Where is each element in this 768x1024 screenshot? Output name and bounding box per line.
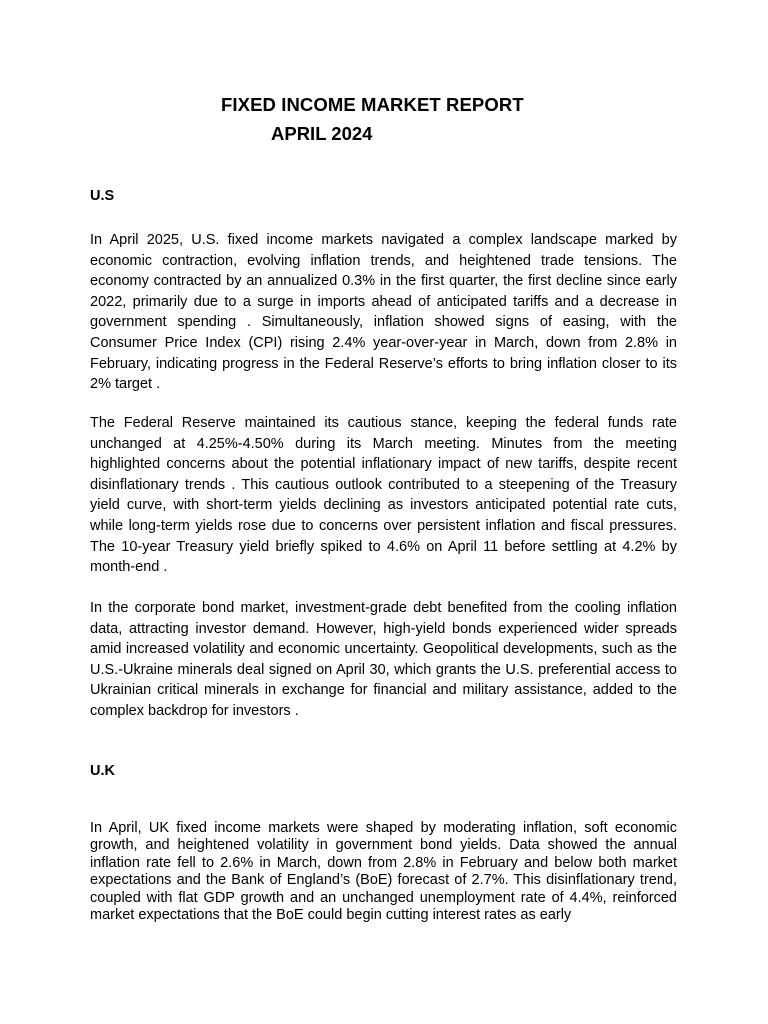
- us-paragraph-1: In April 2025, U.S. fixed income markets navigated a complex landscape marked by economic contraction, evolving inflation trends, and heightened trade tensions. The economy contracted by an annualized 0.3% in the first quarter, the first decline since early 2022, primarily due to a surge in imports ahead of anticipated tariffs and a decrease in government spending . Simultaneously, inflation showed signs of easing, with the Consumer Price Index (CPI) rising 2.4% year-over-year in March, down from 2.8% in February, indicating progress in the Federal Reserve’s efforts to bring inflation closer to its 2% target .: [90, 232, 677, 393]
- uk-paragraph-1: In April, UK fixed income markets were shaped by moderating inflation, soft economic growth, and heightened volatility in government bond yields. Data showed the annual inflation rate fell to 2.6% in March, down from 2.8% in February and below both market expectations and the Bank of England’s (BoE) forecast of 2.7%. This disinflationary trend, coupled with flat GDP growth and an unchanged unemployment rate of 4.4%, reinforced market expectations that the BoE could begin cutting interest rates as early: [90, 820, 677, 924]
- section-heading-uk: U.K: [90, 763, 115, 779]
- section-heading-us: U.S: [90, 188, 115, 204]
- report-subtitle-date: APRIL 2024: [271, 123, 373, 144]
- us-paragraph-2: The Federal Reserve maintained its cautious stance, keeping the federal funds rate unchanged at 4.25%-4.50% during its March meeting. Minutes from the meeting highlighted concerns about the potential inflationary impact of new tariffs, despite recent disinflationary trends . This cautious outlook contributed to a steepening of the Treasury yield curve, with short-term yields declining as investors anticipated potential rate cuts, while long-term yields rose due to concerns over persistent inflation and fiscal pressures. The 10-year Treasury yield briefly spiked to 4.6% on April 11 before settling at 4.2% by month-end .: [90, 415, 677, 576]
- us-paragraph-3: In the corporate bond market, investment-grade debt benefited from the cooling inflation data, attracting investor demand. However, high-yield bonds experienced wider spreads amid increased volatility and economic uncertainty. Geopolitical developments, such as the U.S.-Ukraine minerals deal signed on April 30, which grants the U.S. preferential access to Ukrainian critical minerals in exchange for financial and military assistance, added to the complex backdrop for investors .: [90, 600, 677, 719]
- report-title: FIXED INCOME MARKET REPORT: [221, 94, 524, 115]
